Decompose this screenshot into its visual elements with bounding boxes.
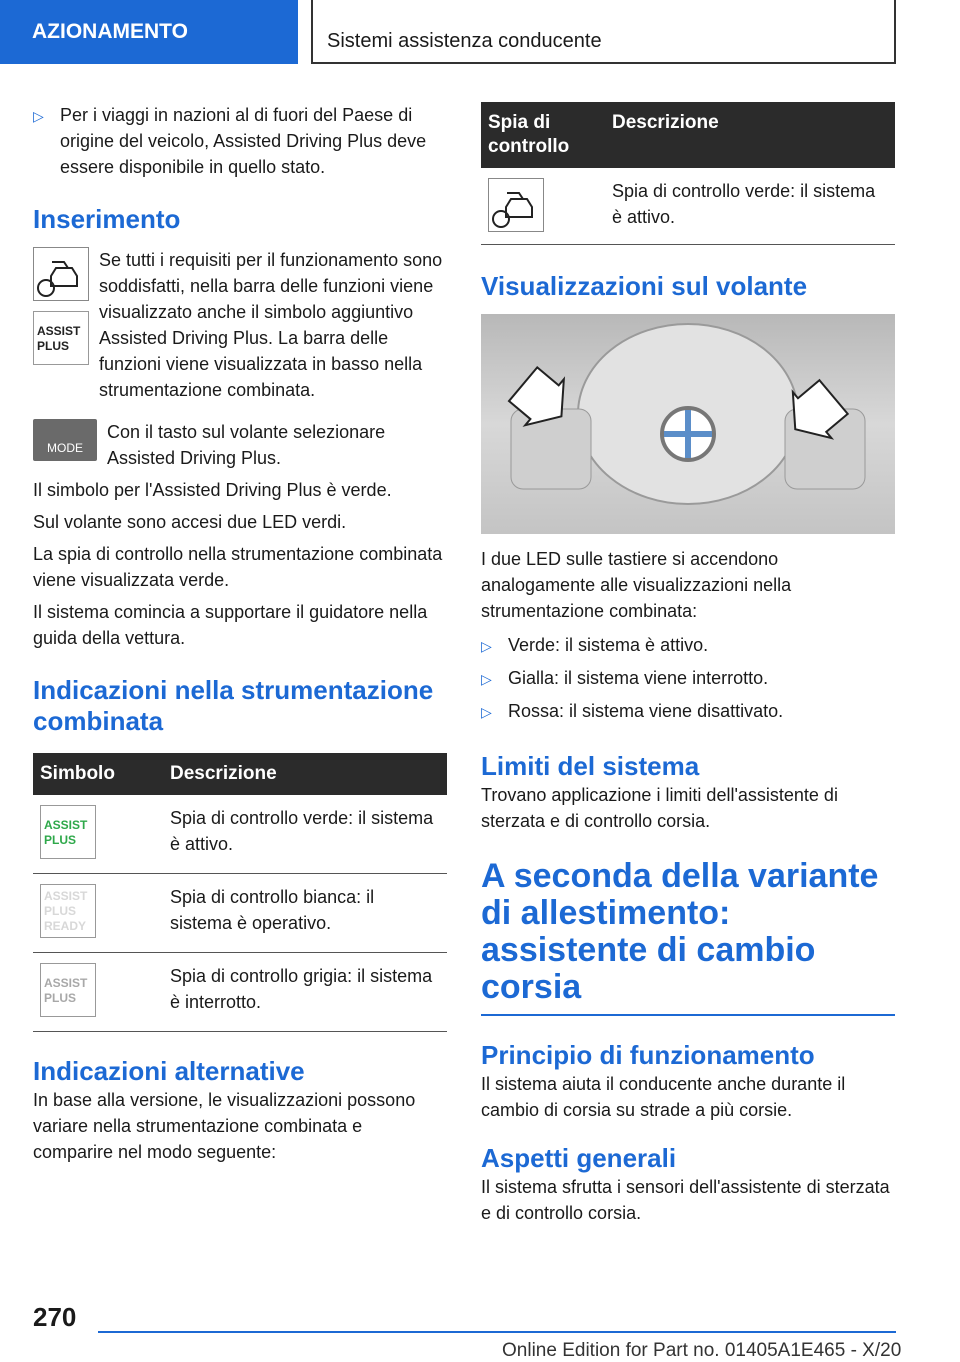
triangle-bullet-icon: ▷ [33,108,44,124]
assist-plus-green-icon: ASSIST PLUS [40,805,96,859]
steering-wheel-image [481,314,895,534]
triangle-bullet-icon: ▷ [481,638,492,654]
table-header-descrizione: Descrizione [605,102,895,168]
volante-text: I due LED sulle tastiere si accendono analogamente alle visualizzazioni nella strumentazione combinata: [481,549,792,621]
section-title-inserimento: Inserimento [33,204,181,234]
inserimento-block [33,247,447,403]
mode-block [33,419,447,471]
para-3: La spia di controllo nella strumentazione combinata viene visualizzata verde. [33,544,443,590]
mode-button-icon: MODE [33,419,97,461]
control-light-table [481,102,895,245]
mode-text: Con il tasto sul volante selezionare Assisted Driving Plus. [107,422,386,468]
para-2: Sul volante sono accesi due LED verdi. [33,512,347,532]
triangle-bullet-icon: ▷ [481,704,492,720]
page-number: 270 [33,1302,77,1332]
table-row: ASSIST PLUS READY Spia di controllo bianca: il sistema è operativo. [33,874,447,953]
inserimento-text: Se tutti i requisiti per il funzionamento sono soddisfatti, nella barra delle funzioni viene visualizzato anche il simbolo aggiuntivo Assisted Driving Plus. La barra delle funzioni viene visualizzata in basso nella strumentazione combinata. [99,250,443,400]
steering-car-icon [33,247,89,301]
header-section: AZIONAMENTO [0,0,298,64]
symbol-table [33,753,447,1032]
limiti-text: Trovano applicazione i limiti dell'assistente di sterzata e di controllo corsia. [481,785,838,831]
steering-car-icon [488,178,544,232]
table-row: Spia di controllo verde: il sistema è attivo. [481,168,895,245]
principio-text: Il sistema aiuta il conducente anche durante il cambio di corsia su strade a più corsie. [481,1074,846,1120]
section-title-aspetti: Aspetti generali [481,1143,677,1173]
aspetti-text: Il sistema sfrutta i sensori dell'assistente di sterzata e di controllo corsia. [481,1177,890,1223]
section-title-volante: Visualizzazioni sul volante [481,271,808,301]
table-row: ASSIST PLUS Spia di controllo grigia: il sistema è interrotto. [33,953,447,1032]
table-header-simbolo: Simbolo [33,753,163,795]
section-title-alternative: Indicazioni alternative [33,1056,305,1086]
triangle-bullet-icon: ▷ [481,671,492,687]
led-bullet: ▷ Verde: il sistema è attivo. [481,632,895,659]
assist-plus-grey-icon: ASSIST PLUS [40,963,96,1017]
assist-plus-ready-white-icon: ASSIST PLUS READY [40,884,96,938]
led-bullet: ▷ Rossa: il sistema viene disattivato. [481,698,895,725]
section-title-principio: Principio di funzionamento [481,1040,815,1070]
section-title-limiti: Limiti del sistema [481,751,700,781]
header-chapter: Sistemi assistenza conducente [311,0,896,64]
footer-divider [98,1331,896,1333]
alternative-text: In base alla versione, le visualizzazioni possono variare nella strumentazione combinata e comparire nel modo seguente: [33,1090,416,1162]
intro-bullet: ▷ Per i viaggi in nazioni al di fuori del Paese di origine del veicolo, Assisted Driving Plus deve essere disponibile in quello stato. [33,102,447,180]
left-column [33,102,447,1165]
para-4: Il sistema comincia a supportare il guidatore nella guida della vettura. [33,602,428,648]
edition-text: Online Edition for Part no. 01405A1E465 - X/20 [502,1340,902,1361]
para-1: Il simbolo per l'Assisted Driving Plus è verde. [33,480,392,500]
led-bullet: ▷ Gialla: il sistema viene interrotto. [481,665,895,692]
main-title-cambio-corsia: A seconda della variante di allestimento: assistente di cambio corsia [481,857,879,1006]
right-column [481,102,895,1226]
assist-plus-icon: ASSIST PLUS [33,311,89,365]
section-title-indicazioni: Indicazioni nella strumentazione combinata [33,675,434,736]
table-header-descrizione: Descrizione [163,753,447,795]
table-header-spia: Spia di controllo [481,102,605,168]
table-row: ASSIST PLUS Spia di controllo verde: il sistema è attivo. [33,795,447,874]
